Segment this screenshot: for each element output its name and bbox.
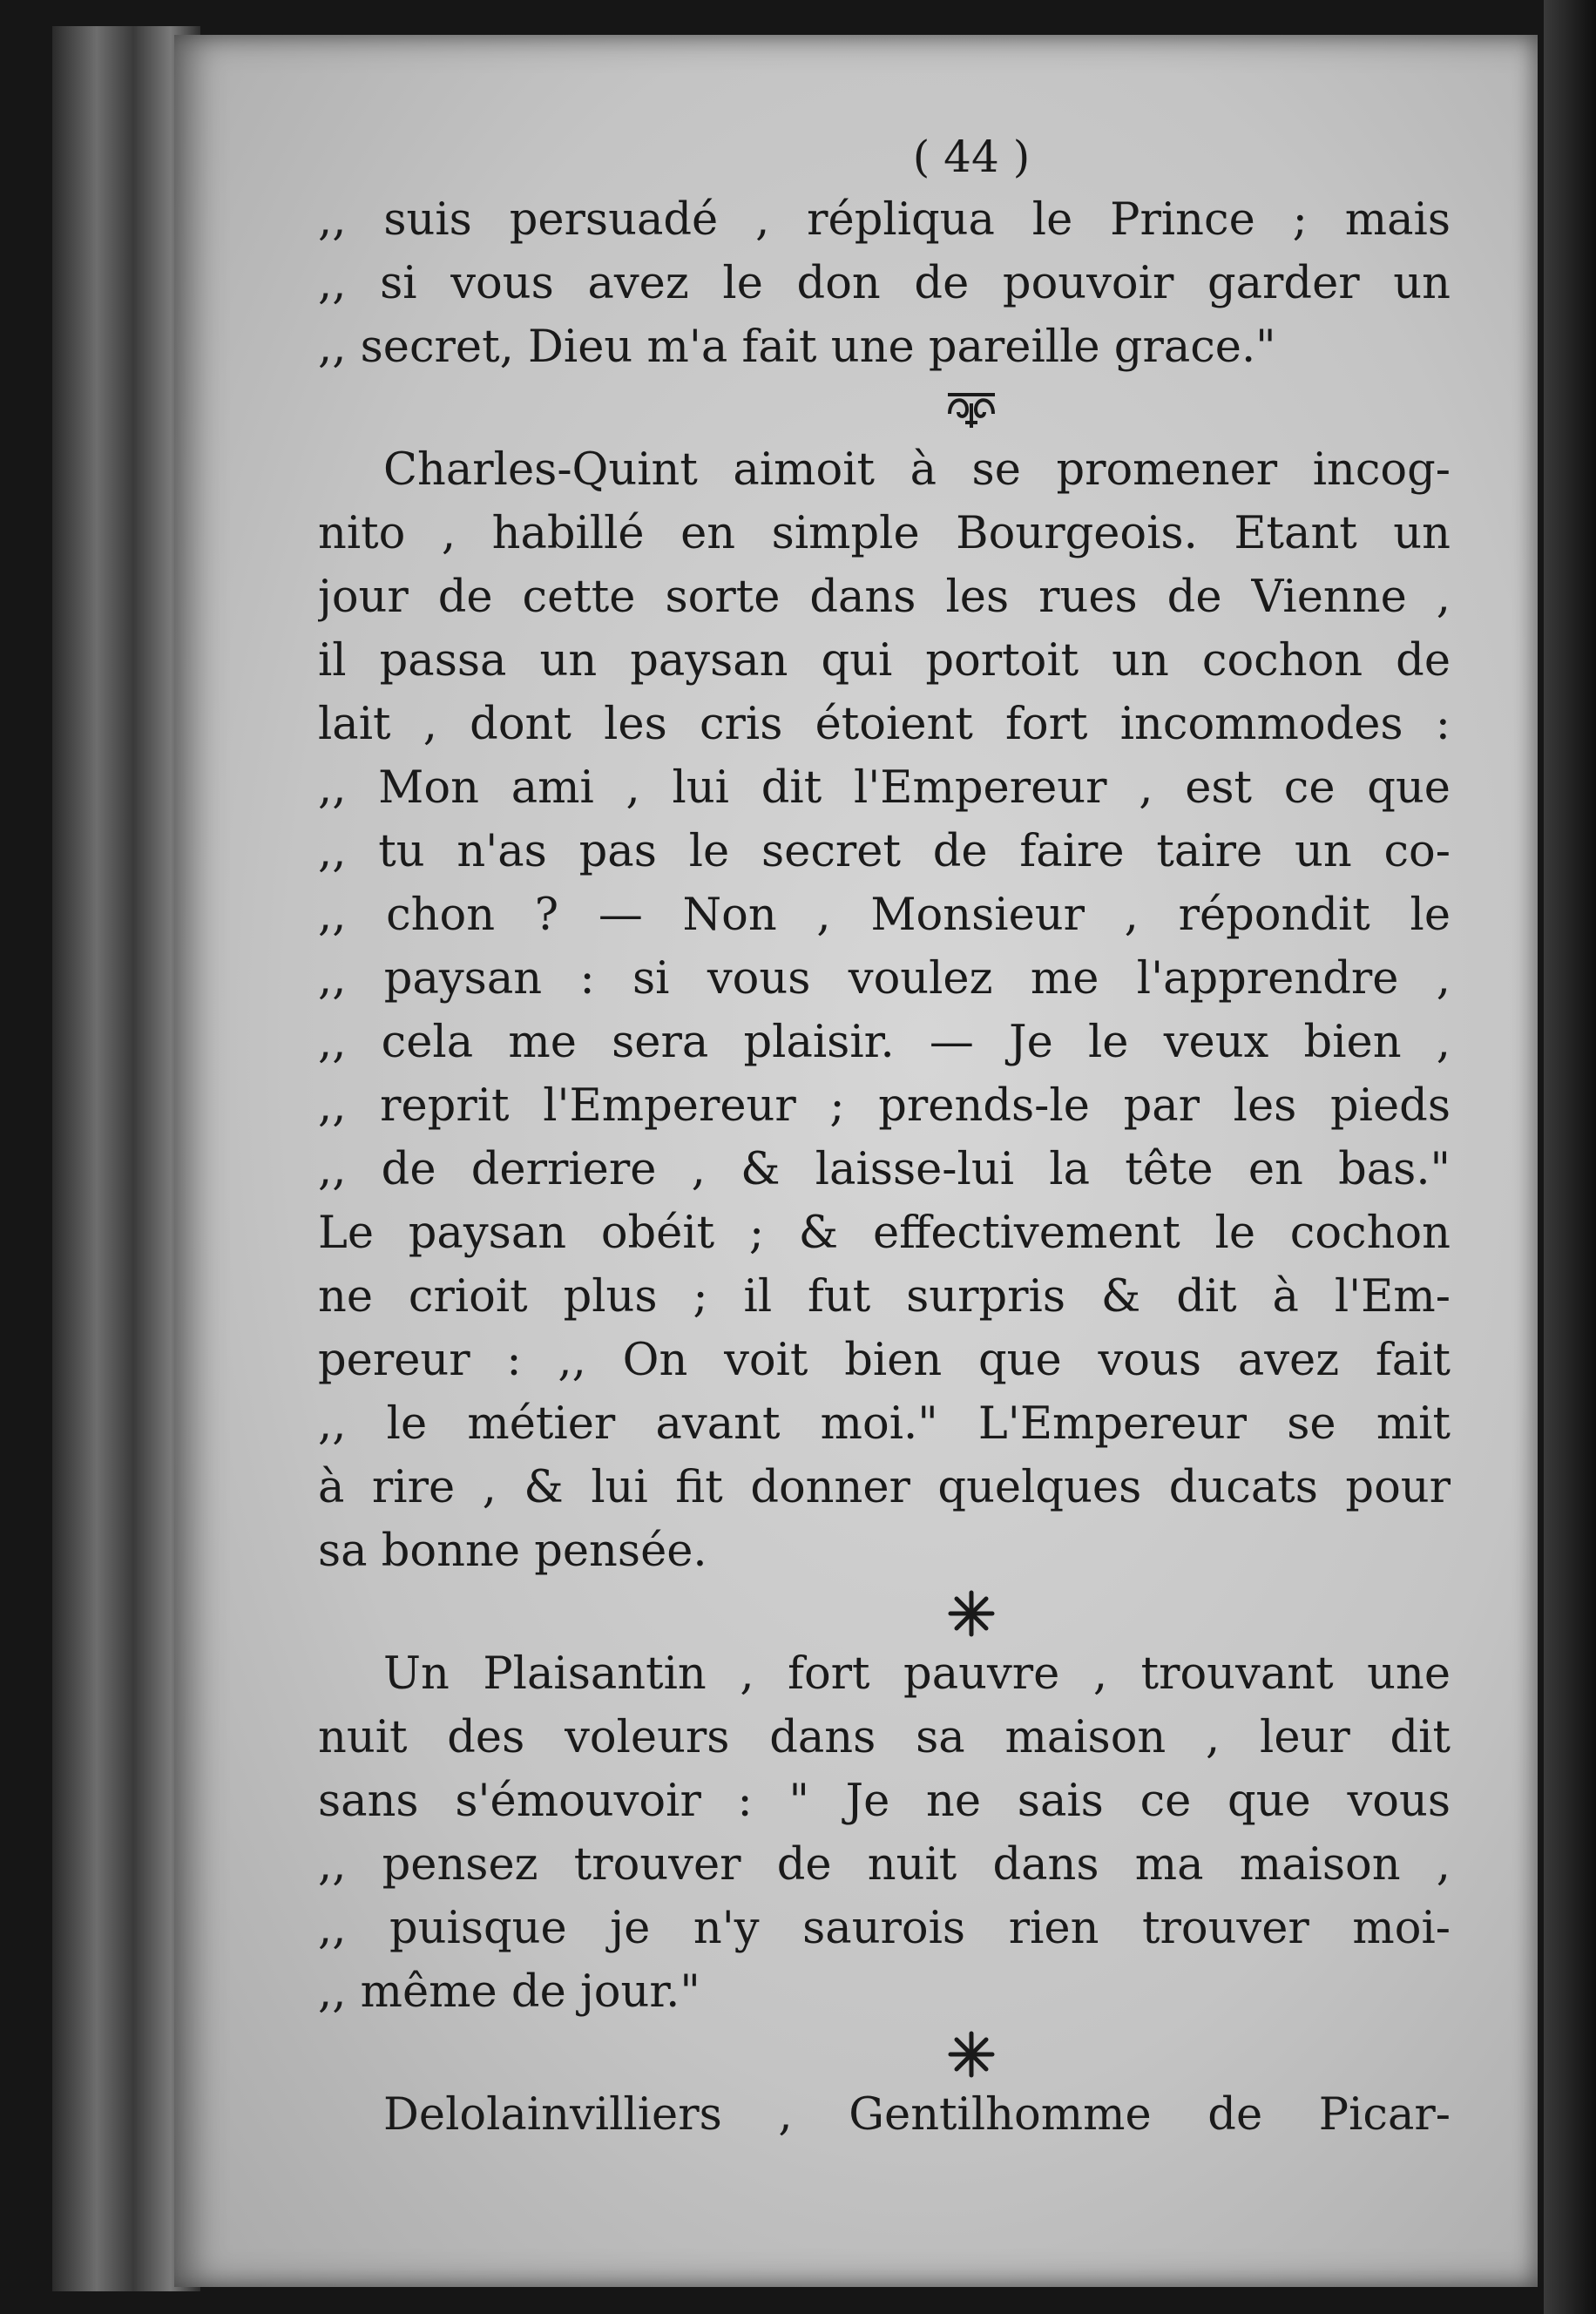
asterism-icon bbox=[945, 1587, 998, 1640]
text-line: nuit des voleurs dans sa maison , leur dit bbox=[318, 1712, 1451, 1763]
asterism-icon bbox=[945, 2028, 998, 2081]
page-number: ( 44 ) bbox=[912, 132, 1031, 182]
facing-page-edge bbox=[1544, 0, 1596, 2314]
text-line: ,, suis persuadé , répliqua le Prince ; mais bbox=[318, 194, 1451, 246]
text-line: ,, pensez trouver de nuit dans ma maison , bbox=[318, 1839, 1451, 1891]
text-line: pereur : ,, On voit bien que vous avez fait bbox=[318, 1335, 1451, 1386]
text-line: sans s'émouvoir : " Je ne sais ce que vous bbox=[318, 1776, 1451, 1827]
text-line: il passa un paysan qui portoit un cochon de bbox=[318, 635, 1451, 687]
text-line: ,, Mon ami , lui dit l'Empereur , est ce que bbox=[318, 762, 1451, 814]
text-line: ,, si vous avez le don de pouvoir garder un bbox=[318, 258, 1451, 309]
text-line: ,, même de jour." bbox=[318, 1966, 700, 2018]
asterisk-ornament bbox=[492, 2024, 1451, 2083]
text-line: ,, de derriere , & laisse-lui la tête en bas." bbox=[318, 1144, 1451, 1195]
paragraph-4 bbox=[318, 2083, 1451, 2147]
text-line: ,, le métier avant moi." L'Empereur se mit bbox=[318, 1398, 1451, 1450]
fleuron-icon bbox=[941, 388, 1002, 431]
text-line: Charles-Quint aimoit à se promener incog- bbox=[383, 444, 1451, 496]
text-line: ,, tu n'as pas le secret de faire taire un co- bbox=[318, 826, 1451, 877]
text-line: ,, reprit l'Empereur ; prends-le par les pieds bbox=[318, 1080, 1451, 1132]
text-line: ne crioit plus ; il fut surpris & dit à l'Em- bbox=[318, 1271, 1451, 1323]
text-line: lait , dont les cris étoient fort incommodes : bbox=[318, 699, 1451, 750]
text-line: ,, puisque je n'y saurois rien trouver moi- bbox=[318, 1903, 1451, 1954]
text-line: ,, cela me sera plaisir. — Je le veux bien , bbox=[318, 1017, 1451, 1068]
paragraph-3 bbox=[318, 1642, 1451, 2024]
text-line: jour de cette sorte dans les rues de Vienne , bbox=[318, 572, 1451, 623]
fleuron-ornament bbox=[492, 379, 1451, 438]
text-line: Un Plaisantin , fort pauvre , trouvant une bbox=[383, 1648, 1451, 1700]
paragraph-1 bbox=[318, 188, 1451, 379]
text-line: ,, chon ? — Non , Monsieur , répondit le bbox=[318, 890, 1451, 941]
page-text bbox=[318, 131, 1451, 2147]
text-line: à rire , & lui fit donner quelques ducats pour bbox=[318, 1462, 1451, 1513]
paragraph-2 bbox=[318, 438, 1451, 1583]
text-line: Delolainvilliers , Gentilhomme de Picar- bbox=[383, 2089, 1451, 2141]
book-page bbox=[174, 35, 1538, 2287]
text-line: Le paysan obéit ; & effectivement le cochon bbox=[318, 1208, 1451, 1259]
text-line: sa bonne pensée. bbox=[318, 1526, 707, 1577]
asterisk-ornament bbox=[492, 1583, 1451, 1642]
text-line: ,, paysan : si vous voulez me l'apprendre , bbox=[318, 953, 1451, 1005]
text-line: ,, secret, Dieu m'a fait une pareille grace." bbox=[318, 321, 1276, 373]
text-line: nito , habillé en simple Bourgeois. Etant un bbox=[318, 508, 1451, 559]
